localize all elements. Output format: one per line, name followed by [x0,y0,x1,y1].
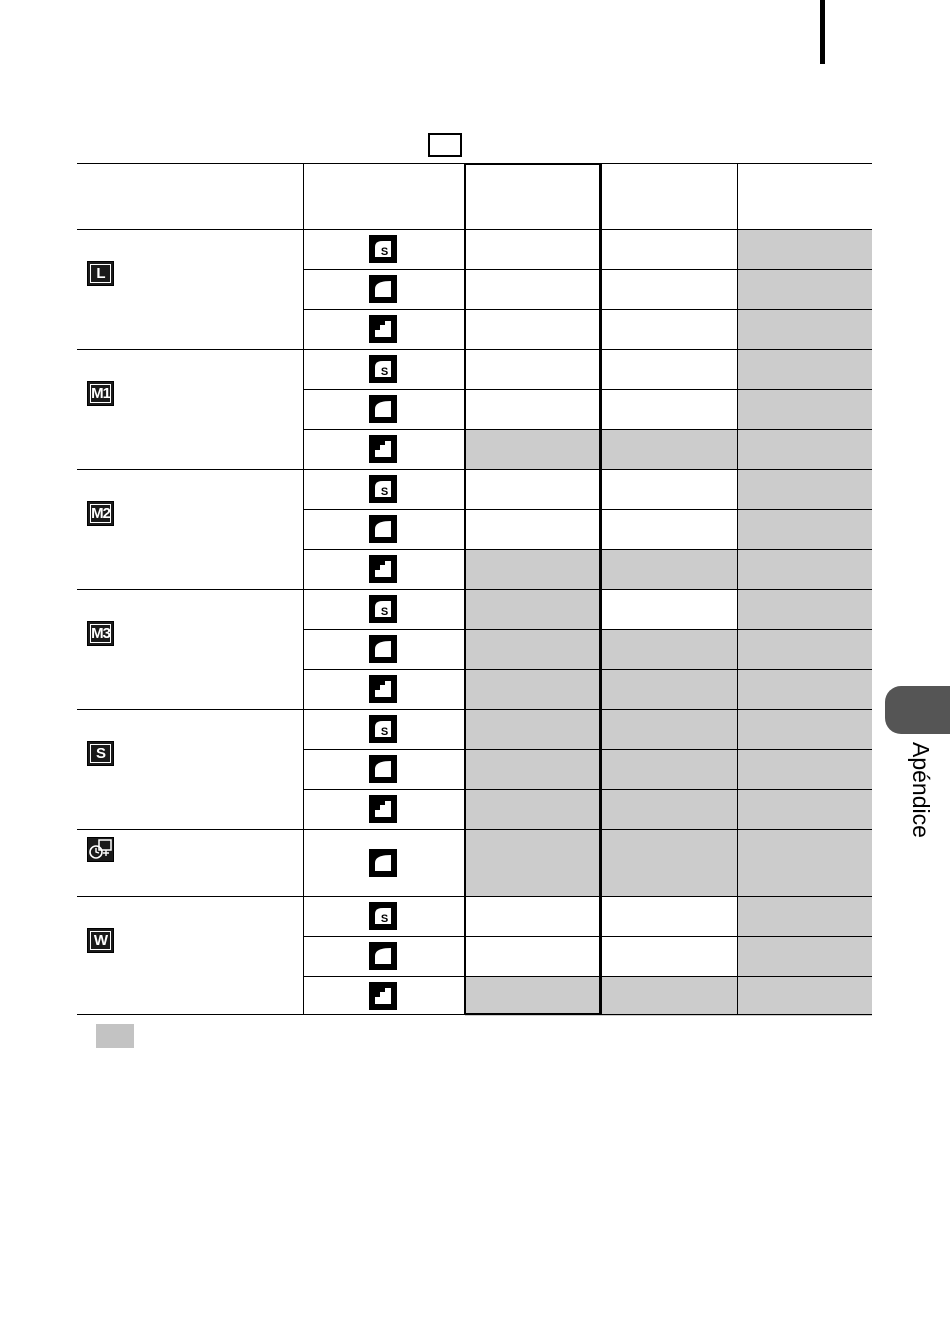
highlighted-column-bottom [464,1013,602,1015]
shaded-cell [601,710,737,749]
shaded-cell [465,430,601,469]
shaded-cell [465,977,601,1016]
column-divider [303,163,304,1014]
superfine-icon [369,235,397,263]
highlighted-column-top [464,163,602,165]
column-divider [737,163,738,1014]
shaded-cell [465,630,601,669]
shaded-cell [737,310,872,349]
superfine-icon [369,595,397,623]
size-m3-icon [87,621,114,646]
shaded-cell-legend [96,1024,134,1048]
postcard-date-icon [87,837,114,862]
normal-icon [369,982,397,1010]
shaded-cell [601,550,737,589]
size-m1-icon [87,381,114,406]
fine-icon [369,395,397,423]
shaded-cell [737,390,872,429]
size-w-icon [87,928,114,953]
shaded-cell [465,830,601,896]
svg-text:S: S [380,486,389,498]
shaded-cell [737,550,872,589]
highlighted-column-left [464,163,466,1015]
normal-icon [369,555,397,583]
shaded-cell [737,470,872,509]
fine-icon [369,849,397,877]
fine-icon [369,515,397,543]
size-l-icon [87,261,114,286]
fine-icon [369,942,397,970]
fine-icon [369,755,397,783]
section-side-label: Apéndice [908,742,934,838]
shaded-cell [465,790,601,829]
shaded-cell [601,670,737,709]
shaded-cell [737,897,872,936]
empty-box-mode-icon [428,133,462,157]
size-icon-label: M2 [91,505,110,522]
shaded-cell [737,750,872,789]
shaded-cell [737,590,872,629]
shaded-cell [737,790,872,829]
superfine-icon [369,355,397,383]
svg-text:S: S [380,726,389,738]
fine-icon [369,275,397,303]
fine-icon [369,635,397,663]
column-divider [601,163,602,1014]
superfine-icon [369,715,397,743]
shaded-cell [601,750,737,789]
svg-text:S: S [380,913,389,925]
normal-icon [369,675,397,703]
size-m2-icon [87,501,114,526]
superfine-icon [369,475,397,503]
shaded-cell [737,230,872,269]
shaded-cell [465,550,601,589]
shaded-cell [737,430,872,469]
normal-icon [369,435,397,463]
shaded-cell [465,590,601,629]
shaded-cell [737,630,872,669]
shaded-cell [601,977,737,1016]
shaded-cell [737,670,872,709]
svg-text:S: S [380,246,389,258]
shaded-cell [737,350,872,389]
superfine-icon [369,902,397,930]
normal-icon [369,795,397,823]
shaded-cell [737,830,872,896]
svg-text:S: S [380,366,389,378]
shaded-cell [601,790,737,829]
shaded-cell [737,937,872,976]
shaded-cell [737,510,872,549]
svg-text:S: S [380,606,389,618]
shaded-cell [601,430,737,469]
shaded-cell [737,977,872,1016]
size-icon-label: S [90,744,111,763]
shaded-cell [737,710,872,749]
chapter-marker-bar [820,0,825,64]
size-icon-label: W [90,931,111,950]
size-s-icon [87,741,114,766]
shaded-cell [601,830,737,896]
size-icon-label: M1 [91,385,110,402]
shaded-cell [601,630,737,669]
size-icon-label: M3 [91,625,110,642]
chapter-thumb-tab[interactable] [885,686,950,734]
shaded-cell [465,710,601,749]
highlighted-column-right [599,163,601,1015]
shaded-cell [465,670,601,709]
normal-icon [369,315,397,343]
size-icon-label: L [90,264,111,283]
shaded-cell [465,750,601,789]
shaded-cell [737,270,872,309]
